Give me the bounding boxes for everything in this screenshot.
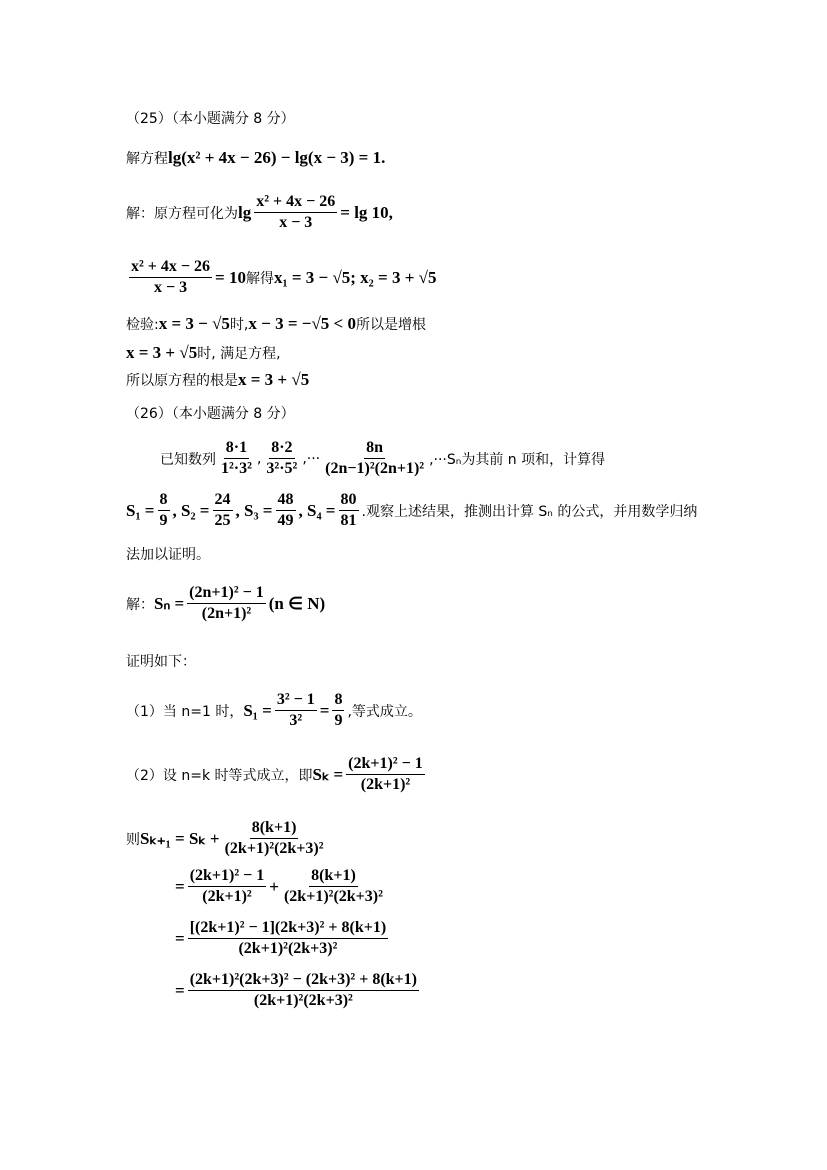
numerator: 8(k+1) [309,866,358,887]
text: ,··· [302,450,321,467]
text-line [126,818,329,859]
math-expression: x = 3 + √5 [238,370,310,389]
math-expression: = [175,928,185,948]
denominator: (2k+1)² [202,888,252,905]
math-expression: lg [238,202,252,222]
math-expression: lg(x² + 4x − 26) − lg(x − 3) = 1. [168,148,386,167]
denominator: 1²·3² [221,460,252,477]
math-expression: = 10 [215,267,246,287]
denominator: 9 [334,712,343,729]
fraction [188,918,389,959]
text-line [126,108,295,128]
math-expression: S₁ = [126,500,155,520]
fraction [188,866,267,907]
text: 解： [126,596,154,613]
text-line [126,754,428,795]
text-line [126,148,385,168]
math-expression: = [319,700,330,720]
text-line [126,490,697,531]
text: ,···Sₙ为其前 n 项和，计算得 [429,451,606,468]
text-line [126,370,309,390]
numerator: x² + 4x − 26 [254,192,337,213]
math-expression: = [175,876,185,896]
denominator: (2k+1)²(2k+3)² [238,940,338,957]
text: ,等式成立。 [347,703,422,720]
fraction [219,438,254,479]
text-line [126,690,422,731]
fraction [213,490,233,531]
text-line [126,651,196,671]
text: 检验: [126,317,159,333]
math-expression: x = 3 − √5 [158,314,230,333]
denominator: (2k+1)²(2k+3)² [253,992,353,1009]
denominator: 81 [340,512,357,529]
math-expression: , S₃ = [235,500,273,520]
fraction [332,690,344,731]
fraction [188,970,419,1011]
numerator: 8·1 [224,438,249,459]
text: （26）（本小题满分 8 分） [126,406,295,422]
denominator: (2n+1)² [201,605,252,622]
text: 所以是增根 [355,317,426,333]
fraction [276,490,296,531]
fraction [254,192,337,233]
denominator: x − 3 [153,279,188,296]
text-line [175,866,388,907]
text: 时, [229,317,249,333]
text-line [175,970,422,1011]
text: 解得 [245,270,274,287]
denominator: (2k+1)² [360,776,411,793]
numerator: [(2k+1)² − 1](2k+3)² + 8(k+1) [188,918,389,939]
math-expression: , S₄ = [298,500,336,520]
numerator: 80 [339,490,359,511]
text: 时, 满足方程, [197,346,281,362]
fraction [223,818,326,859]
denominator: x − 3 [279,214,313,231]
text-line [126,343,281,363]
text-line [126,403,295,423]
numerator: (2k+1)² − 1 [188,866,267,887]
text-line [126,583,325,624]
numerator: 48 [276,490,296,511]
text-line [126,544,210,564]
numerator: 3² − 1 [275,690,317,711]
numerator: 8n [364,438,385,459]
text: , [256,450,262,467]
text: 则 [126,831,140,848]
math-expression: x = 3 + √5 [126,343,198,362]
text: 解方程 [126,151,168,167]
math-expression: (n ∈ N) [268,593,326,613]
math-expression: = [175,980,185,1000]
numerator: x² + 4x − 26 [129,257,212,278]
math-expression: Sₖ₊₁ = Sₖ + [140,828,220,848]
fraction [158,490,170,531]
math-expression: = lg 10, [340,202,393,222]
numerator: (2k+1)²(2k+3)² − (2k+3)² + 8(k+1) [188,970,419,991]
fraction [282,866,385,907]
math-expression: x − 3 = −√5 < 0 [248,314,356,333]
numerator: 8(k+1) [250,818,299,839]
fraction [264,438,299,479]
math-expression: Sₙ = [154,593,185,613]
denominator: 49 [277,512,294,529]
math-expression: Sₖ = [312,764,344,784]
math-expression: + [269,876,279,896]
denominator: 3²·5² [266,460,298,477]
text: .观察上述结果，推测出计算 Sₙ 的公式，并用数学归纳 [361,503,698,520]
text-line [126,192,393,233]
text-line [126,314,426,334]
fraction [275,690,317,731]
denominator: (2k+1)²(2k+3)² [224,840,324,857]
denominator: 9 [159,512,168,529]
fraction [187,583,266,624]
text-line [175,918,391,959]
math-expression: S₁ = [243,700,272,720]
text: 已知数列 [160,451,216,468]
fraction [346,754,425,795]
numerator: 24 [213,490,233,511]
text: 所以原方程的根是 [126,373,238,389]
text: （2）设 n=k 时等式成立，即 [126,767,313,784]
denominator: 3² [289,712,303,729]
text-line [160,438,605,479]
text: 证明如下： [126,654,196,670]
text: （25）（本小题满分 8 分） [126,111,295,127]
numerator: (2k+1)² − 1 [346,754,425,775]
numerator: (2n+1)² − 1 [187,583,266,604]
numerator: 8·2 [269,438,294,459]
math-expression: , S₂ = [172,500,210,520]
math-expression: x₁ = 3 − √5; x₂ = 3 + √5 [273,267,437,287]
fraction [339,490,359,531]
text: （1）当 n=1 时， [126,703,244,720]
denominator: (2n−1)²(2n+1)² [325,460,425,477]
fraction [129,257,212,298]
numerator: 8 [332,690,344,711]
text: 解：原方程可化为 [126,205,238,222]
numerator: 8 [158,490,170,511]
text-line [126,257,436,298]
denominator: 25 [214,512,231,529]
text: 法加以证明。 [126,547,210,563]
denominator: (2k+1)²(2k+3)² [283,888,383,905]
fraction [323,438,426,479]
